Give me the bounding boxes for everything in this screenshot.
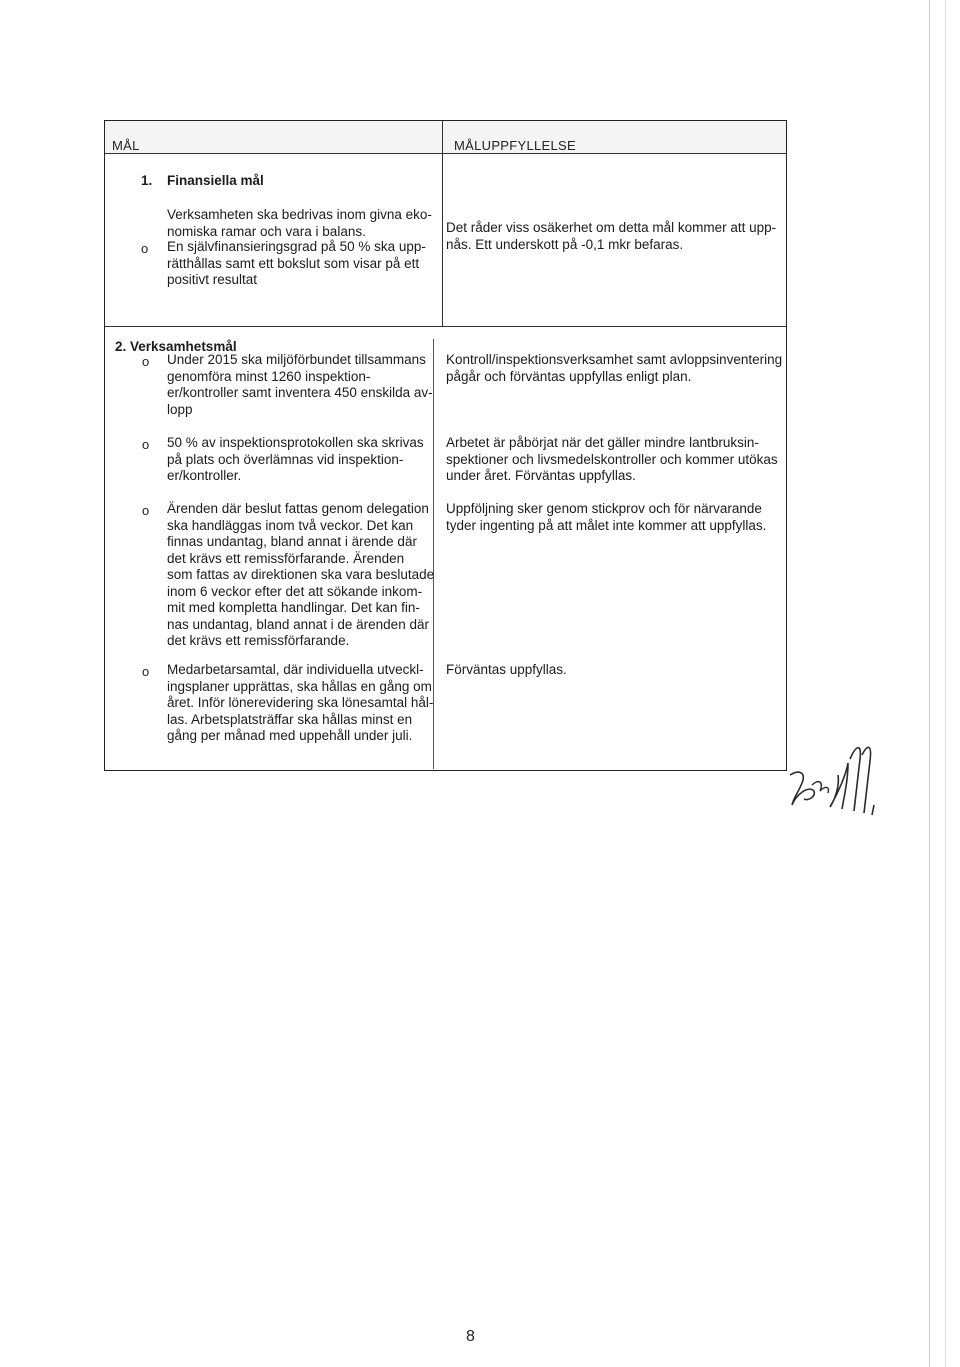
bullet-marker: o bbox=[142, 437, 150, 452]
section1-title: Finansiella mål bbox=[167, 173, 264, 188]
section1-outcome: Det råder viss osäkerhet om detta mål kommer att upp- nås. Ett underskott på -0,1 mkr befaras. bbox=[446, 220, 777, 252]
bullet-marker: o bbox=[142, 664, 150, 679]
page-number: 8 bbox=[466, 1328, 475, 1345]
scan-edge-line bbox=[945, 0, 946, 1367]
goals-table bbox=[104, 120, 787, 771]
section2-outcome-3: Uppföljning sker genom stickprov och för närvarande tyder ingenting på att målet inte kommer att uppfyllas. bbox=[446, 501, 767, 533]
section2-title: 2. Verksamhetsmål bbox=[115, 339, 237, 354]
handwritten-signature bbox=[786, 735, 886, 825]
section2-goal-3: Ärenden där beslut fattas genom delegation ska handläggas inom två veckor. Det kan finnas undantag, bland annat i ärende där det krävs ett remissförfarande. Ärenden som fattas av direktionen ska vara beslutade inom 6 veckor efter det att sökande inkom- mit med kompletta handlingar. Det kan fin- nas undantag, bland annat i de ärenden där det krävs ett remissförfarande. bbox=[167, 501, 435, 648]
section2-goal-4: Medarbetarsamtal, där individuella utveckl- ingsplaner upprättas, ska hållas en gång om året. Inför lönerevidering ska lönesamtal hål- las. Arbetsplatsträffar ska hållas minst en gång per månad med uppehåll under juli. bbox=[167, 662, 434, 743]
section1-number: 1. bbox=[141, 173, 153, 188]
bullet-marker: o bbox=[142, 503, 150, 518]
section-divider bbox=[105, 326, 786, 327]
header-mal: MÅL bbox=[112, 138, 140, 153]
section2-outcome-2: Arbetet är påbörjat när det gäller mindre lantbruksin- spektioner och livsmedelskontroller och kommer utökas under året. Förväntas uppfyllas. bbox=[446, 435, 778, 483]
section2-outcome-1: Kontroll/inspektionsverksamhet samt avloppsinventering pågår och förväntas uppfyllas enligt plan. bbox=[446, 352, 783, 384]
bullet-marker: o bbox=[142, 354, 150, 369]
section2-outcome-4: Förväntas uppfyllas. bbox=[446, 662, 567, 677]
section1-goal-a: Verksamheten ska bedrivas inom givna eko- nomiska ramar och vara i balans. bbox=[167, 207, 432, 239]
section1-goal-b: En självfinansieringsgrad på 50 % ska upp- rätthållas samt ett bokslut som visar på ett positivt resultat bbox=[167, 239, 426, 287]
table-header-row bbox=[105, 121, 786, 153]
bullet-marker: o bbox=[141, 241, 149, 256]
section2-goal-1: Under 2015 ska miljöförbundet tillsammans genomföra minst 1260 inspektion- er/kontroller samt inventera 450 enskilda av- lopp bbox=[167, 352, 433, 417]
section2-goal-2: 50 % av inspektionsprotokollen ska skrivas på plats och överlämnas vid inspektion- er/kontroller. bbox=[167, 435, 424, 483]
column-divider-upper bbox=[442, 121, 443, 326]
header-maluppfyllelse: MÅLUPPFYLLELSE bbox=[454, 138, 576, 153]
header-divider bbox=[105, 153, 786, 154]
scan-edge-line bbox=[929, 0, 930, 1367]
